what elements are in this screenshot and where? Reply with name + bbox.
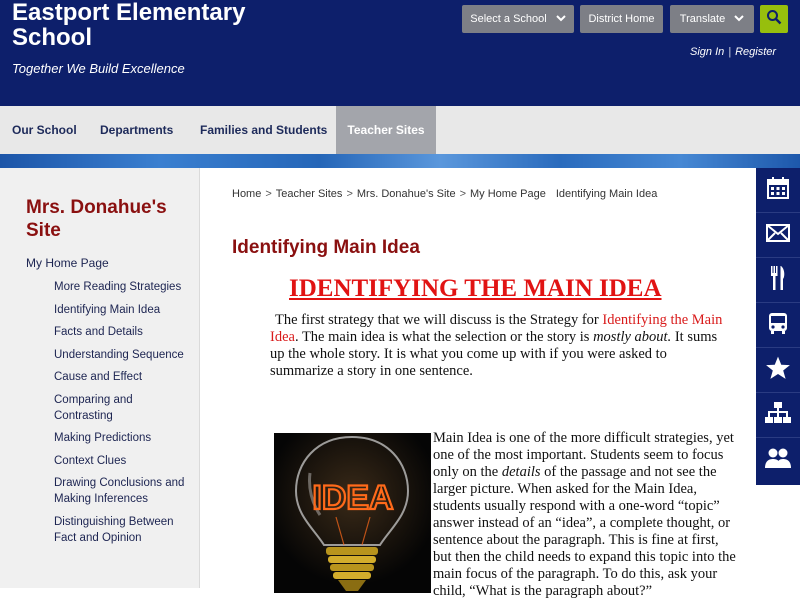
- para1-text: It sums up the whole story. It is what you come up with if you were asked to summarize a story in one sentence.: [270, 329, 718, 379]
- site-title[interactable]: Mrs. Donahue's Site: [26, 197, 167, 241]
- sidebar-item-cause-and-effect[interactable]: Cause and Effect: [54, 371, 143, 383]
- nav-our-school[interactable]: Our School: [12, 123, 77, 137]
- sidebar-item-comparing-and-contrasting[interactable]: Comparing and Contrasting: [54, 393, 133, 422]
- mail-icon: [766, 223, 790, 248]
- sidebar-item-understanding-sequence[interactable]: Understanding Sequence: [54, 348, 184, 361]
- breadcrumb: [232, 188, 657, 200]
- main-content: [201, 168, 751, 599]
- quick-links-bar: [756, 168, 800, 485]
- school-tagline: Together We Build Excellence: [12, 61, 185, 76]
- sidebar-item-fact-and-opinion[interactable]: Distinguishing Between Fact and Opinion: [54, 515, 174, 544]
- bus-icon: [766, 311, 790, 340]
- page-title: Identifying Main Idea: [232, 237, 420, 258]
- para1-text: . The main idea is what the selection or the story is: [294, 329, 594, 345]
- star-icon: [765, 355, 791, 386]
- translate-label: Translate: [679, 13, 726, 25]
- sidebar-subpages: [54, 279, 194, 552]
- nav-families-and-students[interactable]: Families and Students: [200, 123, 328, 137]
- para2-text: Main Idea is one of the more difficult strategies, yet one of the most important. Students seem to focus only on the: [433, 430, 734, 480]
- para1-highlight: Identifying the Main Idea: [270, 312, 723, 345]
- register-link[interactable]: Register: [735, 46, 777, 58]
- quicklink-directory[interactable]: [756, 393, 800, 438]
- quicklink-favorites[interactable]: [756, 348, 800, 393]
- banner-image: [0, 154, 800, 168]
- quicklink-transportation[interactable]: [756, 303, 800, 348]
- article-heading: IDENTIFYING THE MAIN IDEA: [289, 275, 662, 302]
- district-home-button[interactable]: District Home: [580, 5, 663, 33]
- translate-button[interactable]: [670, 5, 754, 33]
- link-divider: |: [728, 46, 732, 58]
- main-idea-paragraph: [433, 430, 739, 600]
- sidebar-item-making-predictions[interactable]: Making Predictions: [54, 432, 152, 444]
- sidebar-item-identifying-main-idea[interactable]: Identifying Main Idea: [54, 303, 161, 316]
- idea-lightbulb-image: [274, 433, 431, 593]
- search-button[interactable]: [760, 5, 788, 33]
- select-school-label: Select a School: [470, 13, 547, 25]
- school-name[interactable]: Eastport Elementary School: [12, 0, 246, 51]
- sidebar: [0, 168, 200, 588]
- bulb-filament-text: IDEA: [312, 479, 394, 517]
- sidebar-item-my-home-page[interactable]: My Home Page: [26, 256, 109, 270]
- chevron-down-icon: [556, 14, 566, 24]
- people-icon: [765, 447, 791, 474]
- sign-in-link[interactable]: Sign In: [690, 46, 725, 58]
- quicklink-menu[interactable]: [756, 258, 800, 303]
- sidebar-item-facts-and-details[interactable]: Facts and Details: [54, 326, 143, 338]
- main-nav: [0, 106, 800, 154]
- sidebar-item-drawing-conclusions[interactable]: Drawing Conclusions and Making Inferences: [54, 477, 185, 505]
- sidebar-item-context-clues[interactable]: Context Clues: [54, 454, 127, 467]
- account-links: [690, 46, 776, 58]
- fork-knife-icon: [769, 265, 787, 296]
- breadcrumb-separator: >: [265, 188, 272, 200]
- breadcrumb-separator: >: [346, 188, 353, 200]
- para1-text: The first strategy that we will discuss is the Strategy for: [275, 312, 603, 328]
- site-header: [0, 0, 800, 106]
- quicklink-calendar[interactable]: [756, 168, 800, 213]
- sitemap-icon: [765, 401, 791, 430]
- quicklink-mail[interactable]: [756, 213, 800, 258]
- sidebar-item-more-reading-strategies[interactable]: More Reading Strategies: [54, 281, 182, 293]
- select-school-button[interactable]: [462, 5, 574, 33]
- calendar-icon: [766, 176, 790, 205]
- chevron-down-icon: [734, 14, 744, 24]
- breadcrumb-separator: >: [459, 188, 467, 200]
- intro-paragraph: [270, 312, 730, 380]
- breadcrumb-current: Identifying Main Idea: [555, 188, 658, 200]
- breadcrumb-my-home[interactable]: My Home Page: [470, 188, 546, 200]
- quicklink-staff[interactable]: [756, 438, 800, 483]
- nav-departments[interactable]: Departments: [100, 123, 174, 137]
- para2-text: of the passage and not see the larger picture. When asked for the Main Idea, students usually respond with a one-word “topic” answer instead of an “idea”, a complete thought, or sentence about the paragraph. This is fine at first, but then the child needs to expand this topic into the main focus of the paragraph. To do this, ask your child, “What is the paragraph about?”: [433, 464, 736, 599]
- breadcrumb-home[interactable]: Home: [232, 188, 262, 200]
- para1-emphasis: mostly about.: [593, 329, 672, 345]
- breadcrumb-site[interactable]: Mrs. Donahue's Site: [356, 188, 456, 200]
- breadcrumb-teacher-sites[interactable]: Teacher Sites: [275, 188, 343, 200]
- search-icon: [766, 9, 782, 30]
- para2-emphasis: details: [501, 464, 541, 480]
- nav-teacher-sites[interactable]: Teacher Sites: [336, 106, 436, 154]
